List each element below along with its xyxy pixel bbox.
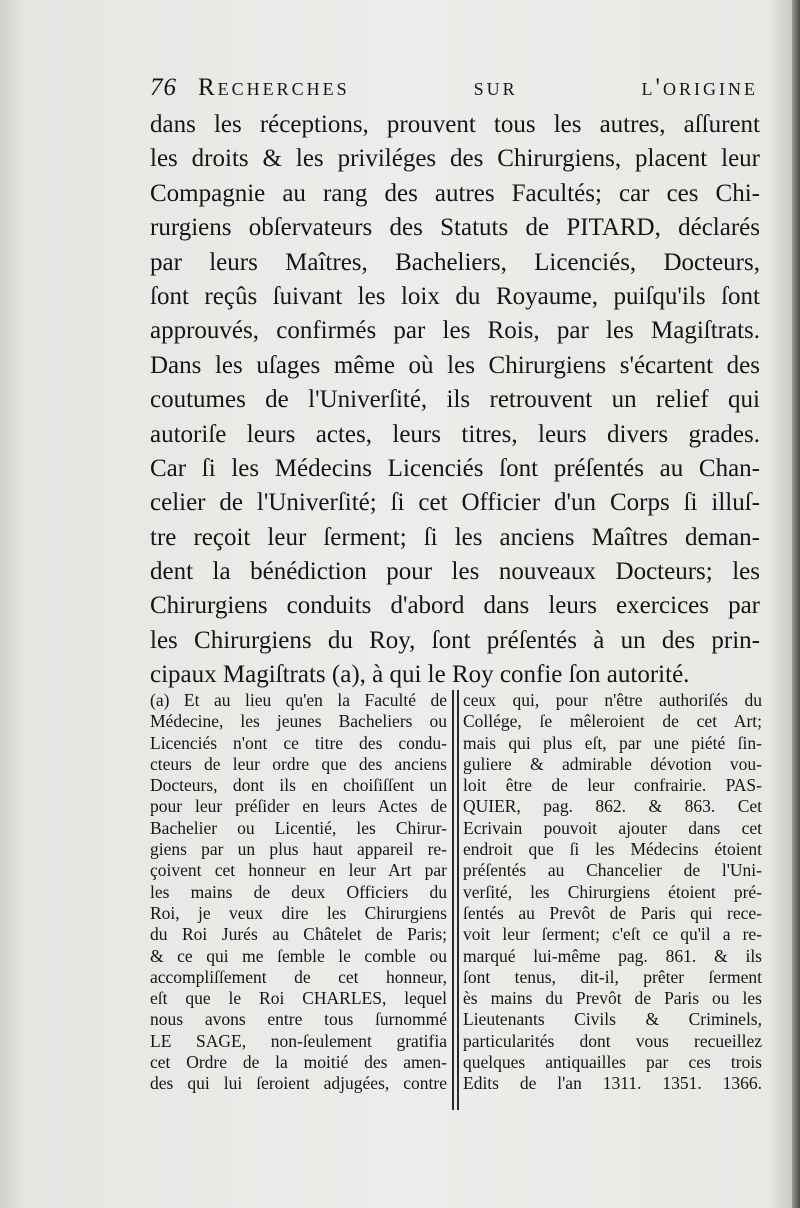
footnote-line: Ecrivain pouvoit ajouter dans cet [463, 817, 762, 838]
footnote-line: Docteurs, dont ils en choiſiſſent un [150, 775, 447, 796]
footnote-line: Roi, je veux dire les Chirurgiens [150, 902, 447, 923]
text-line: par leurs Maîtres, Bacheliers, Licenciés, Docteurs, [150, 248, 760, 276]
footnote-line: guliere & admirable dévotion vou- [463, 753, 762, 774]
footnote-line: accompliſſement de cet honneur, [150, 966, 447, 987]
footnote-line: (a) Et au lieu qu'en la Faculté de [150, 690, 447, 710]
footnote-line: mais qui plus eſt, par une piété ſin- [463, 732, 762, 753]
footnote-line: ceux qui, pour n'être authoriſés du [463, 690, 762, 710]
text-line: Dans les uſages même où les Chirurgiens s'écartent des [150, 351, 760, 379]
footnote-line: eſt que le Roi CHARLES, lequel [150, 988, 447, 1009]
footnote-line: Licenciés n'ont ce titre des condu- [150, 732, 447, 753]
text-line: Car ſi les Médecins Licenciés ſont préſentés au Chan- [150, 454, 760, 482]
column-rule [457, 690, 459, 1110]
text-line: dent la bénédiction pour les nouveaux Docteurs; les [150, 558, 760, 586]
footnote-line: ſentés au Prevôt de Paris qui rece- [463, 902, 762, 923]
footnote-line: verſité, les Chirurgiens étoient pré- [463, 881, 762, 902]
footnote-line: du Roi Jurés au Châtelet de Paris; [150, 924, 447, 945]
page-number: 76 [150, 74, 177, 101]
footnote-line: des qui lui ſeroient adjugées, contre [150, 1073, 447, 1094]
footnote-line: QUIER, pag. 862. & 863. Cet [463, 796, 762, 817]
footnote-line: Médecine, les jeunes Bacheliers ou [150, 711, 447, 732]
text-line: cipaux Magiſtrats (a), à qui le Roy confie ſon autorité. [150, 661, 690, 689]
footnote-line: Edits de l'an 1311. 1351. 1366. [463, 1073, 762, 1094]
footnote-line: & ce qui me ſemble le comble ou [150, 945, 447, 966]
footnote-line: LE SAGE, non-ſeulement gratifia [150, 1030, 447, 1051]
footnote-line: loit être de leur confrairie. PAS- [463, 775, 762, 796]
footnote-line: particularités dont vous recueillez [463, 1030, 762, 1051]
footnote-line: cet Ordre de la moitié des amen- [150, 1052, 447, 1073]
text-line: ſont reçûs ſuivant les loix du Royaume, puiſqu'ils ſont [150, 282, 760, 310]
footnote-line: quelques antiquailles par ces trois [463, 1052, 762, 1073]
footnote-column-right [463, 690, 762, 1095]
footnote-line: giens par un plus haut appareil re- [150, 839, 447, 860]
main-text [150, 108, 760, 693]
page-header [150, 74, 760, 108]
footnote-line: nous avons entre tous ſurnommé [150, 1009, 447, 1030]
running-head: Recherches sur l'origine [198, 74, 758, 101]
text-line: coutumes de l'Univerſité, ils retrouvent un relief qui [150, 386, 760, 414]
text-line: Chirurgiens conduits d'abord dans leurs exercices par [150, 592, 760, 620]
column-rule [452, 690, 454, 1110]
text-line: les Chirurgiens du Roy, ſont préſentés à un des prin- [150, 626, 760, 654]
text-line: rurgiens obſervateurs des Statuts de PITARD, déclarés [150, 214, 760, 242]
text-line: les droits & les priviléges des Chirurgiens, placent leur [150, 145, 760, 173]
text-line: dans les réceptions, prouvent tous les autres, aſſurent [150, 111, 760, 138]
text-line: tre reçoit leur ſerment; ſi les anciens Maîtres deman- [150, 523, 760, 551]
text-line: celier de l'Univerſité; ſi cet Officier d'un Corps ſi illuſ- [150, 489, 760, 517]
footnote-line: çoivent cet honneur en leur Art par [150, 860, 447, 881]
footnote-line: endroit que ſi les Médecins étoient [463, 839, 762, 860]
footnote-line: Bachelier ou Licentié, les Chirur- [150, 817, 447, 838]
footnote-line: marqué lui-même pag. 861. & ils [463, 945, 762, 966]
footnote-column-left [150, 690, 447, 1095]
text-line: Compagnie au rang des autres Facultés; car ces Chi- [150, 179, 760, 207]
footnote-line: Lieutenants Civils & Criminels, [463, 1009, 762, 1030]
footnote-line: préſentés au Chancelier de l'Uni- [463, 860, 762, 881]
footnote-line: les mains de deux Officiers du [150, 881, 447, 902]
footnotes [150, 690, 762, 1120]
footnote-line: cteurs de leur ordre que des anciens [150, 753, 447, 774]
text-line: autoriſe leurs actes, leurs titres, leurs divers grades. [150, 420, 760, 448]
footnote-line: Collége, ſe mêleroient de cet Art; [463, 711, 762, 732]
footnote-line: ès mains du Prevôt de Paris ou les [463, 988, 762, 1009]
footnote-line: ſont tenus, dit-il, prêter ſerment [463, 966, 762, 987]
footnote-line: voit leur ſerment; c'eſt ce qu'il a re- [463, 924, 762, 945]
page-edge-shadow [792, 0, 800, 1208]
text-line: approuvés, confirmés par les Rois, par les Magiſtrats. [150, 317, 760, 345]
footnote-line: pour leur préſider en leurs Actes de [150, 796, 447, 817]
